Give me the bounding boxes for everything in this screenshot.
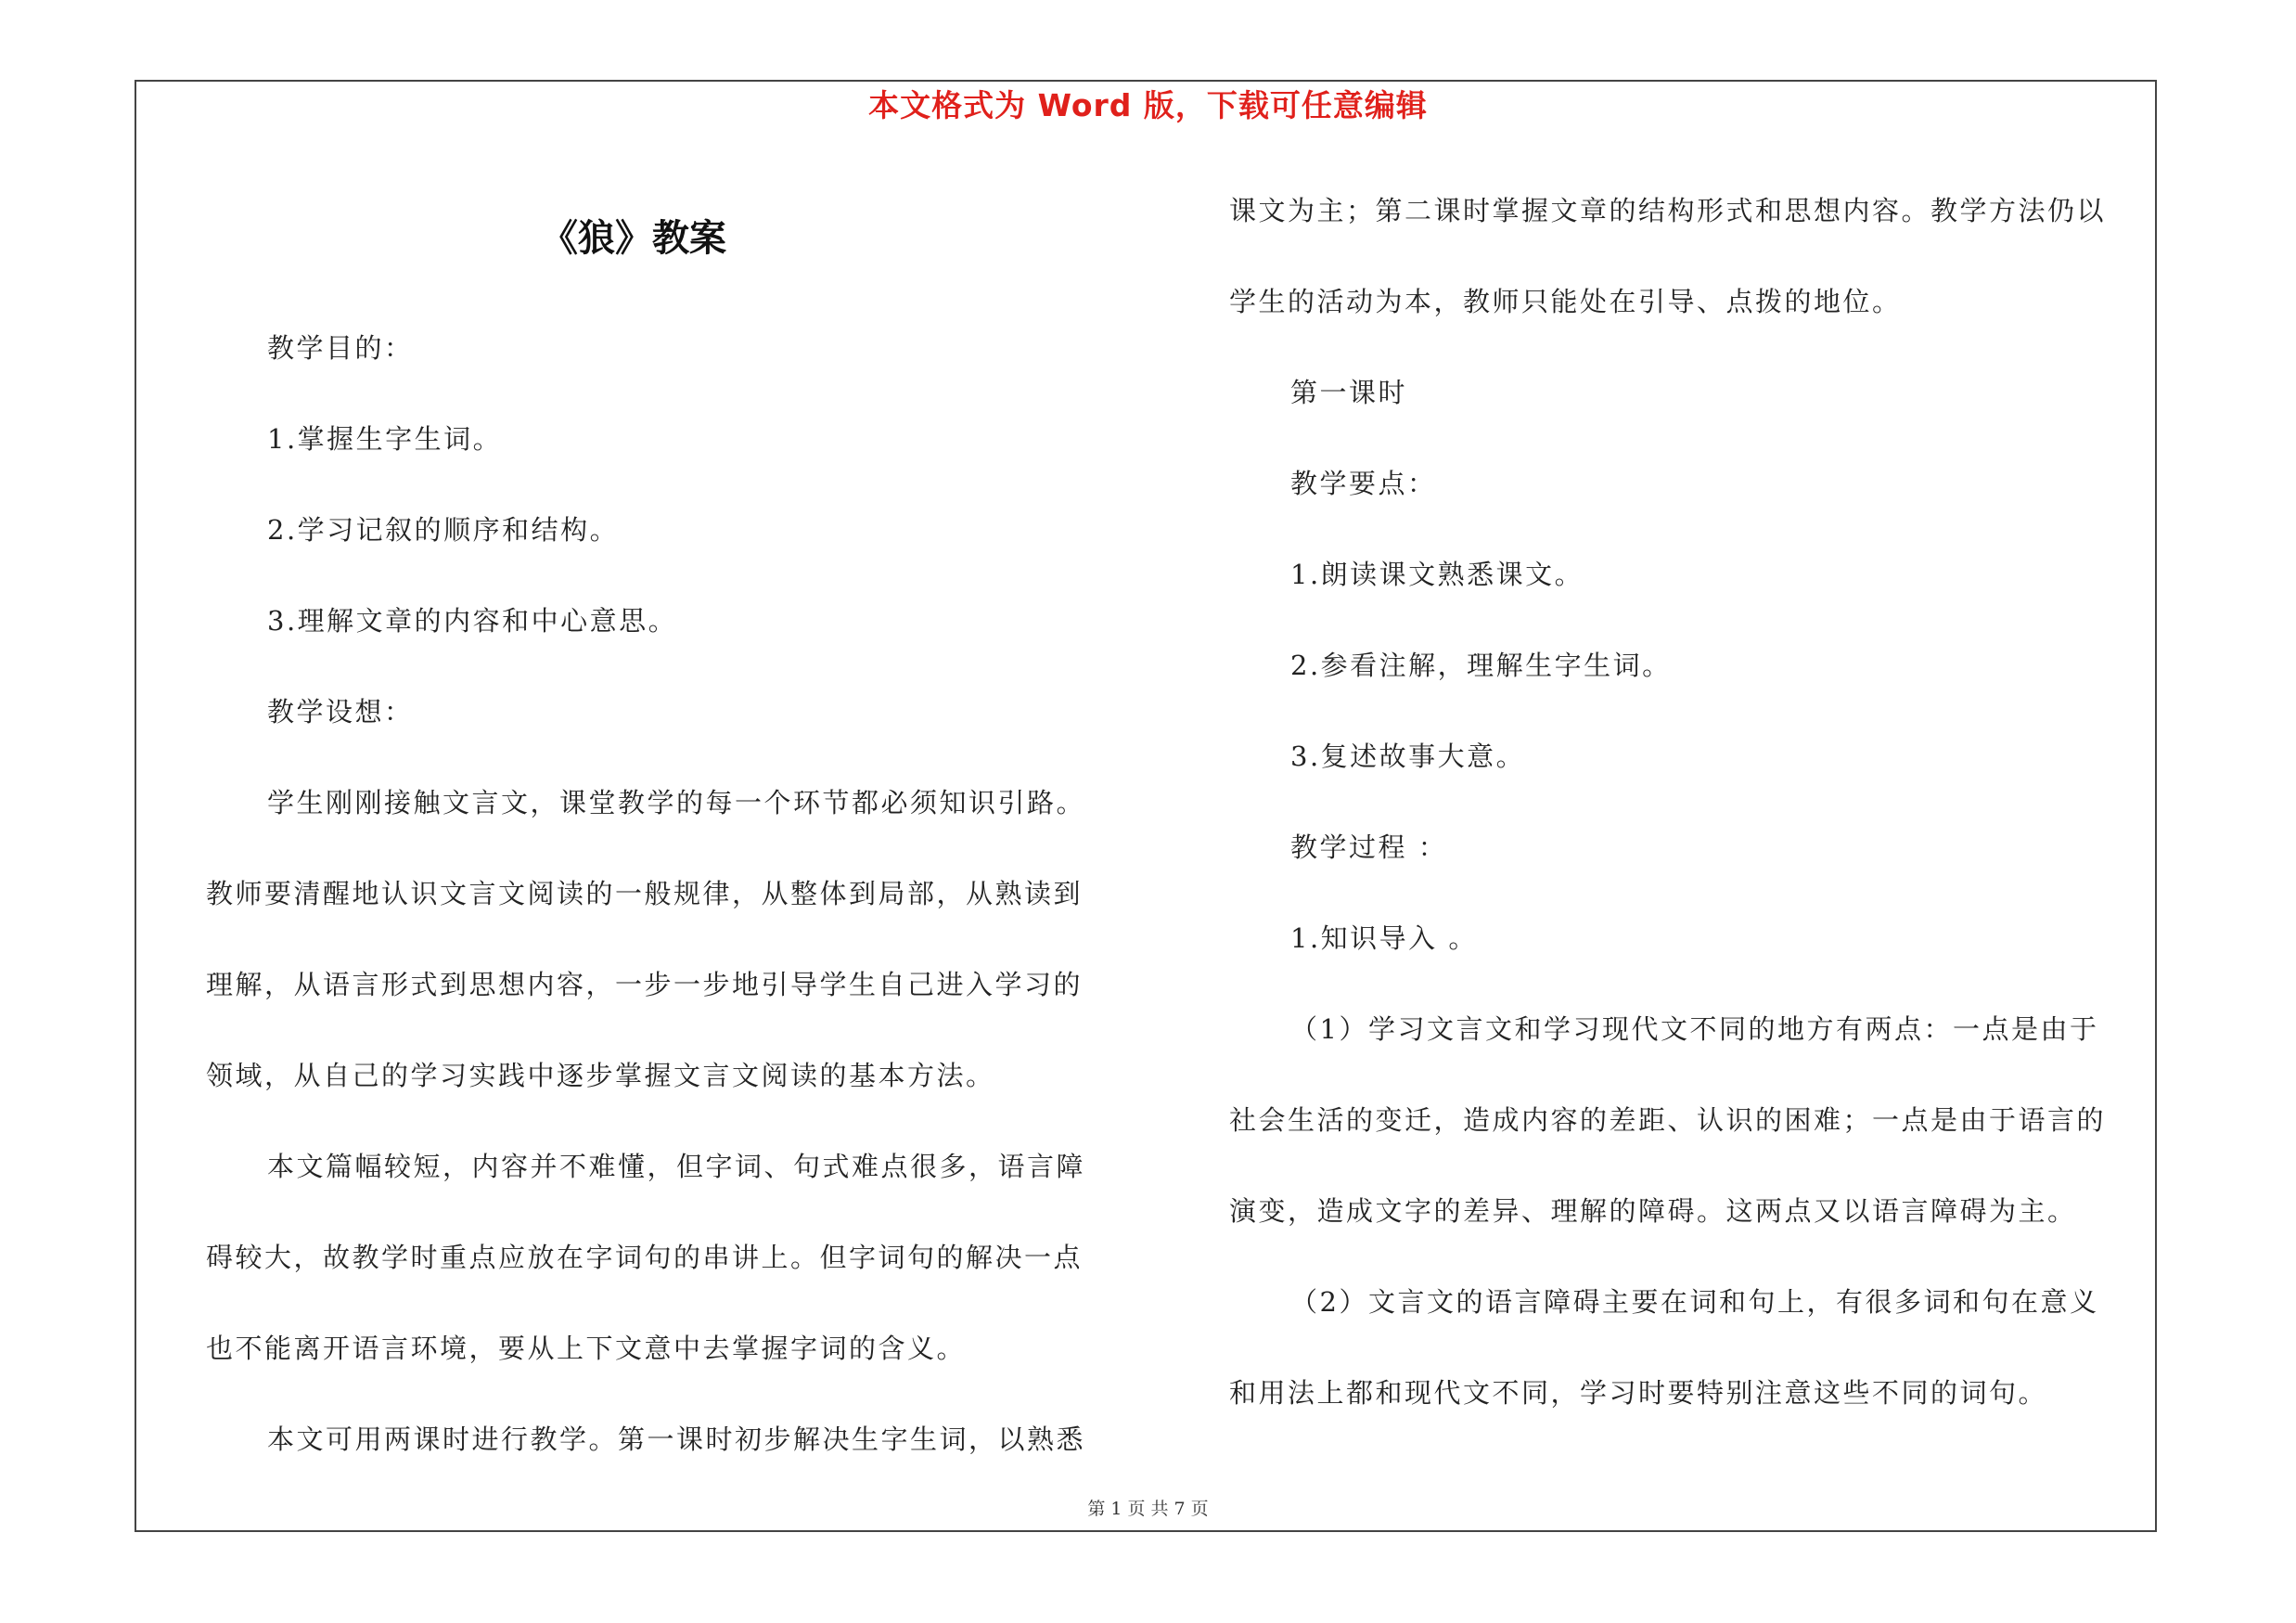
paragraph-line: 教学要点： bbox=[1290, 468, 1437, 499]
paragraph-line: 1.掌握生字生词。 bbox=[267, 423, 503, 455]
paragraph-line: 3.复述故事大意。 bbox=[1290, 741, 1526, 772]
paragraph-line: 本文可用两课时进行教学。第一课时初步解决生字生词，以熟悉 bbox=[267, 1423, 1086, 1455]
paragraph-line: 2.学习记叙的顺序和结构。 bbox=[267, 514, 620, 546]
paragraph-line: 3.理解文章的内容和中心意思。 bbox=[267, 605, 678, 637]
paragraph-line: 课文为主；第二课时掌握文章的结构形式和思想内容。教学方法仍以 bbox=[1229, 195, 2107, 226]
paragraph-line: 教学设想： bbox=[267, 696, 414, 728]
paragraph-line: 碍较大，故教学时重点应放在字词句的串讲上。但字词句的解决一点 bbox=[206, 1242, 1084, 1273]
paragraph-line: 1.知识导入 。 bbox=[1290, 922, 1478, 954]
paragraph-line: 教学目的： bbox=[267, 332, 414, 364]
paragraph-line: 和用法上都和现代文不同，学习时要特别注意这些不同的词句。 bbox=[1229, 1377, 2048, 1409]
paragraph-line: 2.参看注解，理解生字生词。 bbox=[1290, 650, 1672, 681]
word-format-banner: 本文格式为 Word 版，下载可任意编辑 bbox=[868, 87, 1428, 123]
paragraph-line: 本文篇幅较短，内容并不难懂，但字词、句式难点很多，语言障 bbox=[267, 1151, 1086, 1182]
paragraph-line: 第一课时 bbox=[1290, 377, 1408, 408]
paragraph-line: 教师要清醒地认识文言文阅读的一般规律，从整体到局部，从熟读到 bbox=[206, 878, 1084, 909]
paragraph-line: 也不能离开语言环境，要从上下文意中去掌握字词的含义。 bbox=[206, 1333, 967, 1364]
paragraph-line: 学生的活动为本，教师只能处在引导、点拨的地位。 bbox=[1229, 286, 1902, 317]
paragraph-line: 社会生活的变迁，造成内容的差距、认识的困难；一点是由于语言的 bbox=[1229, 1104, 2107, 1136]
paragraph-line: （2）文言文的语言障碍主要在词和句上，有很多词和句在意义 bbox=[1290, 1286, 2099, 1318]
paragraph-line: （1）学习文言文和学习现代文不同的地方有两点：一点是由于 bbox=[1290, 1013, 2099, 1045]
paragraph-line: 演变，造成文字的差异、理解的障碍。这两点又以语言障碍为主。 bbox=[1229, 1195, 2077, 1227]
paragraph-line: 学生刚刚接触文言文，课堂教学的每一个环节都必须知识引路。 bbox=[267, 787, 1086, 818]
paragraph-line: 1.朗读课文熟悉课文。 bbox=[1290, 559, 1584, 590]
paragraph-line: 理解，从语言形式到思想内容，一步一步地引导学生自己进入学习的 bbox=[206, 969, 1084, 1000]
page-number-footer: 第 1 页 共 7 页 bbox=[1087, 1499, 1209, 1519]
document-title: 《狼》教案 bbox=[541, 217, 726, 260]
paragraph-line: 领域，从自己的学习实践中逐步掌握文言文阅读的基本方法。 bbox=[206, 1060, 995, 1091]
paragraph-line: 教学过程 ： bbox=[1290, 831, 1448, 863]
